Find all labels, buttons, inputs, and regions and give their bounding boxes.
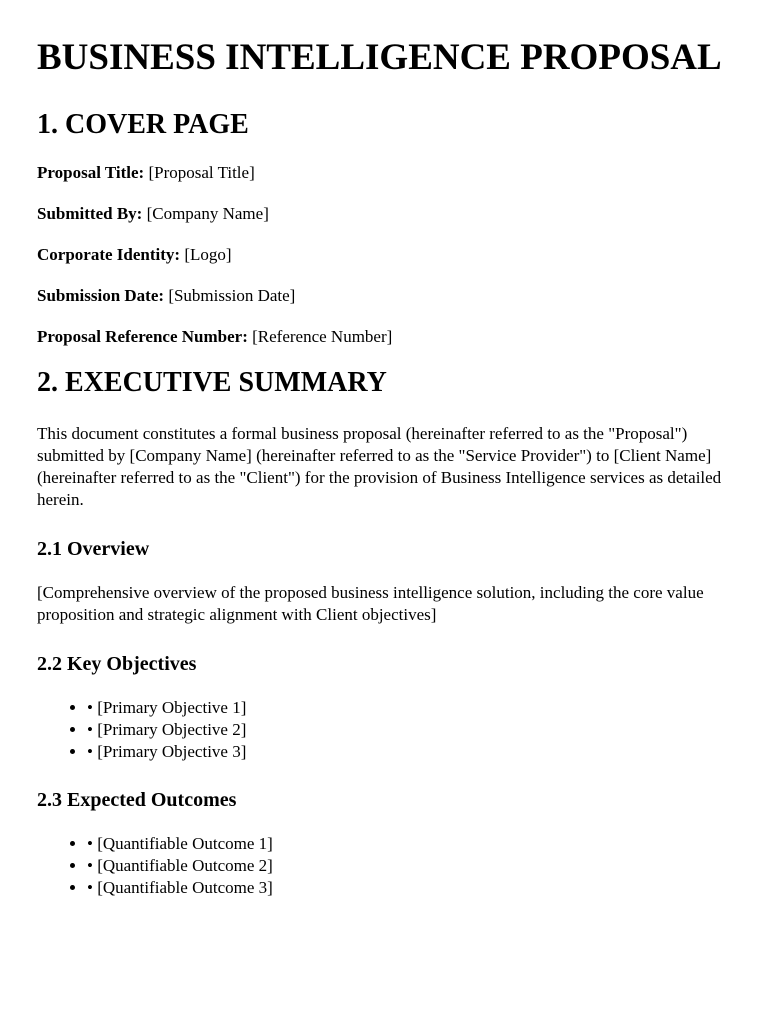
field-value: [Reference Number] [252, 327, 393, 346]
field-label: Submitted By: [37, 204, 143, 223]
executive-summary-paragraph: This document constitutes a formal business proposal (hereinafter referred to as the "Proposal") submitted by [Company Name] (hereinafter referred to as the "Service Provider") to [Client Name] (hereinafter referred to as the "Client") for the provision of Business Intelligence services as detailed herein. [37, 424, 722, 509]
field-label: Proposal Reference Number: [37, 327, 248, 346]
list-item: • • [Primary Objective 2] [87, 719, 730, 741]
field-submission-date [37, 285, 730, 307]
document-title: BUSINESS INTELLIGENCE PROPOSAL [37, 37, 722, 78]
subsection-heading-overview: 2.1 Overview [37, 538, 150, 560]
section-heading-executive-summary: 2. EXECUTIVE SUMMARY [37, 367, 387, 398]
field-label: Corporate Identity: [37, 245, 181, 264]
subsection-heading-expected-outcomes: 2.3 Expected Outcomes [37, 789, 237, 811]
subsection-heading-key-objectives: 2.2 Key Objectives [37, 653, 197, 675]
expected-outcomes-list [37, 833, 730, 899]
list-item: • • [Quantifiable Outcome 1] [87, 833, 730, 855]
field-corporate-identity [37, 244, 730, 266]
section-heading-cover-page: 1. COVER PAGE [37, 109, 249, 140]
field-value: [Company Name] [146, 204, 269, 223]
field-value: [Submission Date] [168, 286, 296, 305]
list-item: • • [Quantifiable Outcome 3] [87, 877, 730, 899]
field-value: [Proposal Title] [148, 163, 255, 182]
field-submitted-by [37, 203, 730, 225]
field-label: Proposal Title: [37, 163, 145, 182]
field-label: Submission Date: [37, 286, 165, 305]
overview-paragraph: [Comprehensive overview of the proposed business intelligence solution, including the core value proposition and strategic alignment with Client objectives] [37, 583, 704, 624]
key-objectives-list [37, 697, 730, 763]
list-item: • • [Primary Objective 1] [87, 697, 730, 719]
list-item: • • [Primary Objective 3] [87, 741, 730, 763]
field-proposal-title [37, 162, 730, 184]
field-value: [Logo] [184, 245, 232, 264]
list-item: • • [Quantifiable Outcome 2] [87, 855, 730, 877]
field-reference-number [37, 326, 730, 348]
